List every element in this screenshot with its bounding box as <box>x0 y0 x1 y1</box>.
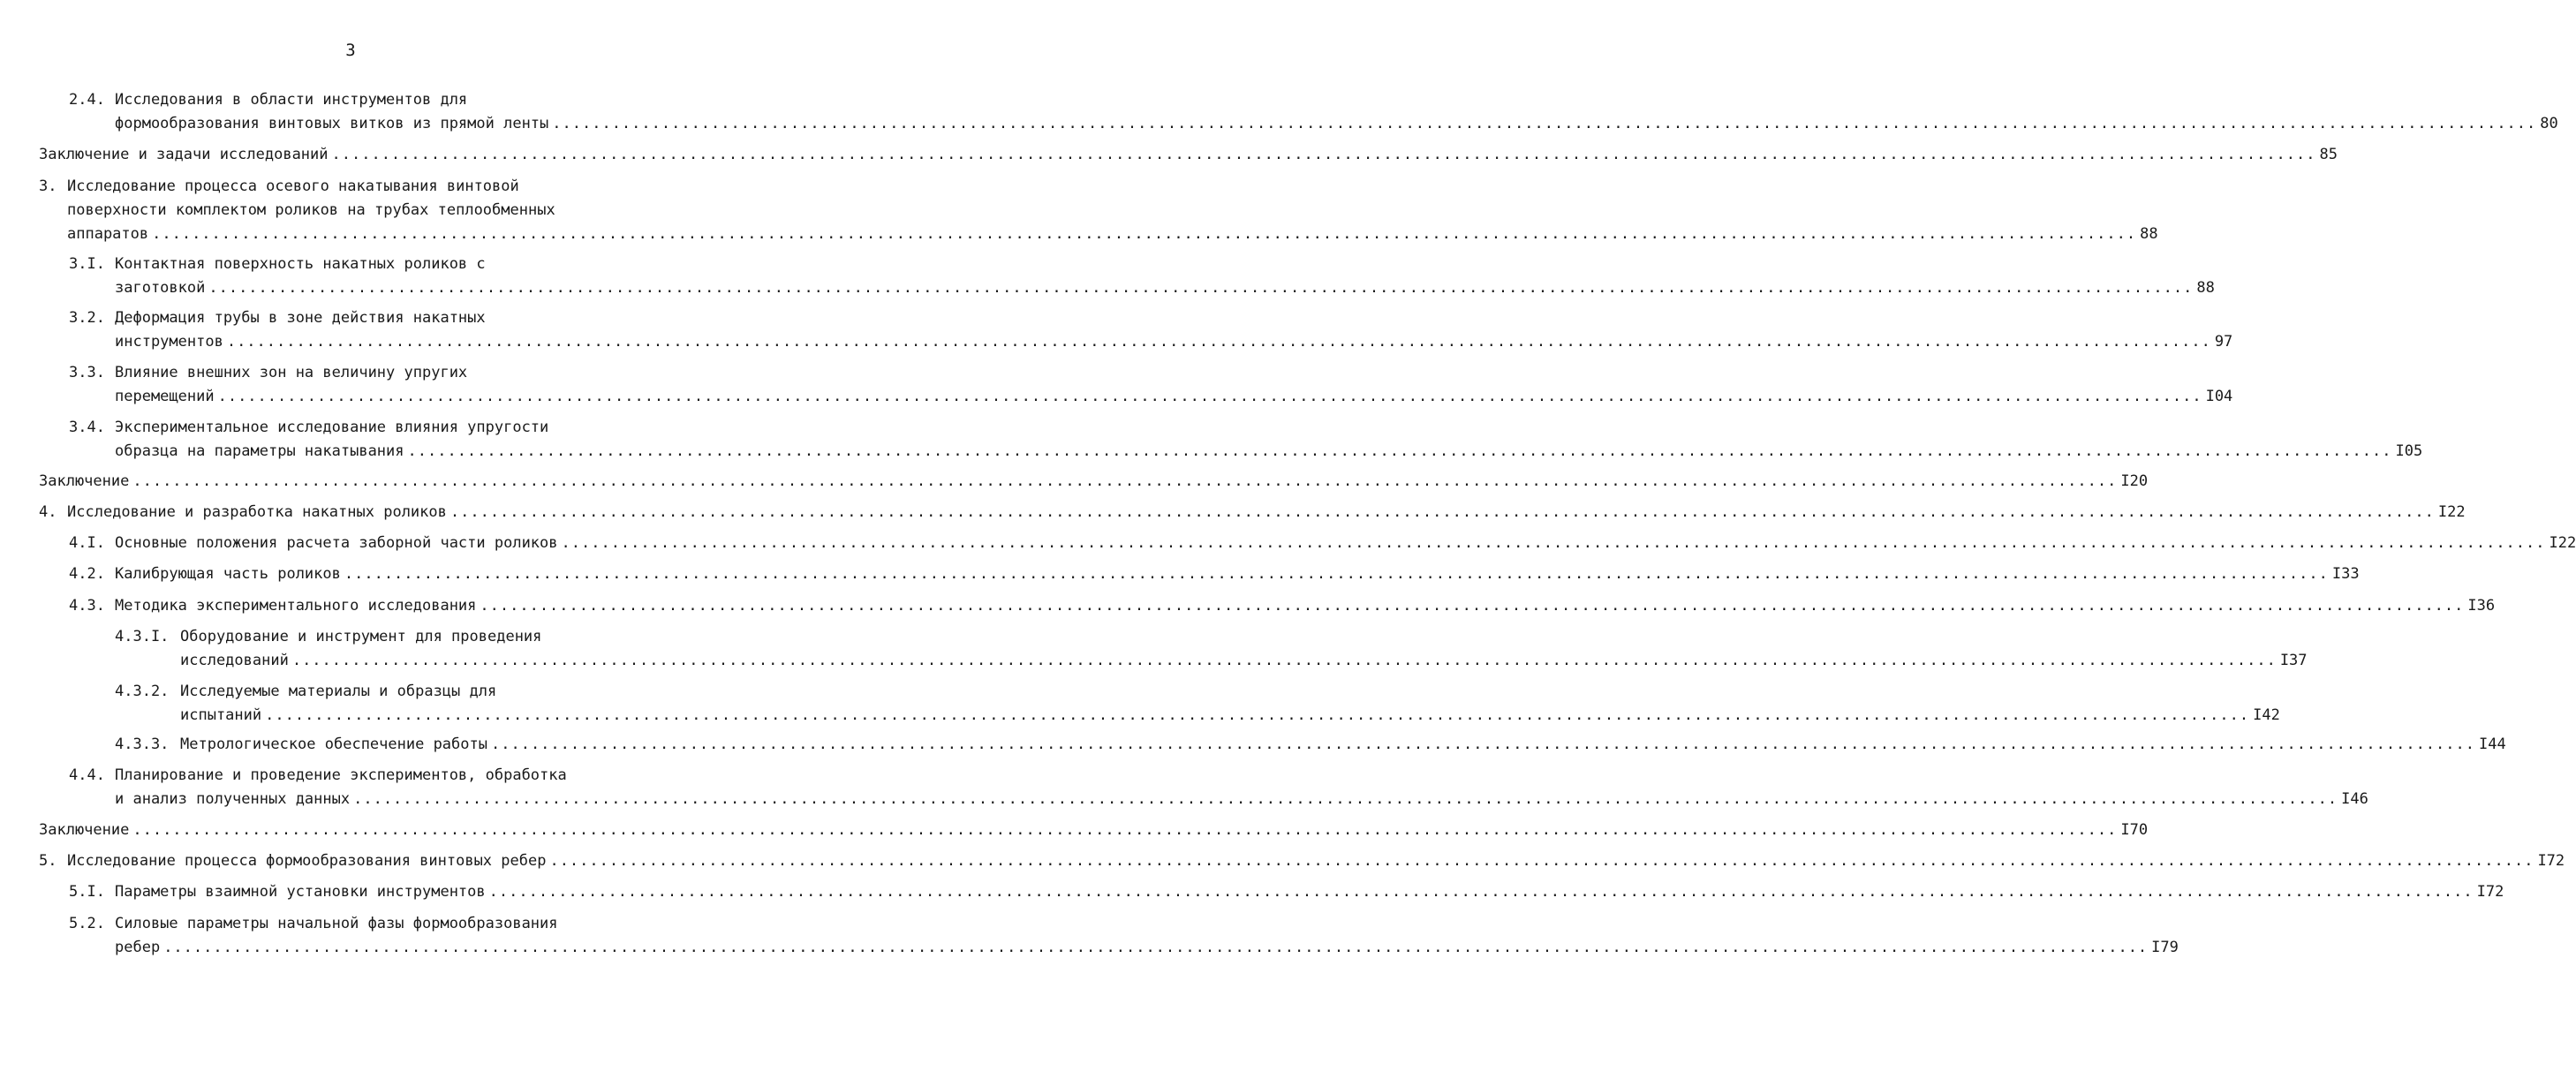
dot-leader: ........................................................................................................................................................................................................ <box>480 597 2465 615</box>
toc-entry-page: I04 <box>2205 388 2233 405</box>
toc-entry-number: 3. <box>39 177 57 195</box>
toc-entry <box>67 502 2466 523</box>
toc-entry-page: I79 <box>2151 939 2179 956</box>
toc-entry-title: Исследования в области инструментов для <box>115 91 468 109</box>
toc-entry-number: 4.3. <box>69 597 105 615</box>
toc-entry-title: образца на параметры накатывания <box>115 442 404 460</box>
toc-entry-title: исследований <box>180 652 289 669</box>
toc-entry <box>180 734 2506 755</box>
toc-entry <box>39 819 2149 841</box>
toc-entry-title: Исследование процесса осевого накатывания винтовой <box>67 177 519 195</box>
dot-leader: ........................................................................................................................................................................................................ <box>344 565 2329 583</box>
dot-leader: ........................................................................................................................................................................................................ <box>491 736 2475 753</box>
toc-entry-title: Калибрующая часть роликов <box>115 565 341 583</box>
dot-leader: ........................................................................................................................................................................................................ <box>561 534 2546 552</box>
toc-entry-number: 5.2. <box>69 915 105 932</box>
toc-entry-page: I42 <box>2253 706 2280 724</box>
dot-leader: ........................................................................................................................................................................................................ <box>132 821 2118 839</box>
toc-entry <box>115 386 2233 407</box>
toc-entry-page: I22 <box>2437 503 2466 521</box>
toc-entry-title: ребер <box>115 939 161 956</box>
toc-entry-page: 88 <box>2196 279 2215 297</box>
toc-entry-number: 4. <box>39 503 57 521</box>
toc-entry-title: заготовкой <box>115 279 206 297</box>
toc-entry-title: Заключение <box>39 472 130 490</box>
toc-entry-page: I36 <box>2467 597 2496 615</box>
toc-entry <box>115 331 2233 352</box>
dot-leader: ........................................................................................................................................................................................................ <box>291 652 2277 669</box>
dot-leader: ........................................................................................................................................................................................................ <box>132 472 2118 490</box>
toc-entry-title: Заключение <box>39 821 130 839</box>
toc-entry <box>180 650 2308 671</box>
toc-entry-number: 4.I. <box>69 534 105 552</box>
toc-entry-title: формообразования винтовых витков из прямой ленты <box>115 115 549 132</box>
toc-entry-number: 4.3.I. <box>115 628 170 645</box>
toc-entry-page: 80 <box>2540 115 2558 132</box>
toc-entry-title: инструментов <box>115 333 223 351</box>
dot-leader: ........................................................................................................................................................................................................ <box>353 790 2338 808</box>
toc-entry-page: I20 <box>2120 472 2149 490</box>
toc-entry-number: 3.I. <box>69 255 105 273</box>
toc-entry-page: I33 <box>2331 565 2360 583</box>
toc-entry-title: Силовые параметры начальной фазы формообразования <box>115 915 558 932</box>
dot-leader: ........................................................................................................................................................................................................ <box>208 279 2194 297</box>
dot-leader: ........................................................................................................................................................................................................ <box>152 225 2137 243</box>
toc-entry-page: I05 <box>2395 442 2423 460</box>
toc-entry <box>115 277 2215 298</box>
toc-entry-page: I46 <box>2341 790 2368 808</box>
toc-entry-number: 4.2. <box>69 565 105 583</box>
toc-entry-page: I70 <box>2120 821 2149 839</box>
toc-entry-title: Оборудование и инструмент для проведения <box>180 628 542 645</box>
toc-entry-number: 3.2. <box>69 309 105 327</box>
toc-entry <box>115 113 2558 134</box>
toc-entry-page: 85 <box>2319 146 2338 163</box>
dot-leader: ........................................................................................................................................................................................................ <box>549 852 2534 870</box>
toc-entry-number: 3.3. <box>69 364 105 381</box>
toc-entry-title: Влияние внешних зон на величину упругих <box>115 364 468 381</box>
toc-entry-page: I72 <box>2537 852 2565 870</box>
toc-entry-number: 5.I. <box>69 883 105 901</box>
toc-entry <box>115 595 2496 616</box>
dot-leader: ........................................................................................................................................................................................................ <box>552 115 2537 132</box>
dot-leader: ........................................................................................................................................................................................................ <box>226 333 2211 351</box>
toc-entry-number: 4.4. <box>69 766 105 784</box>
toc-entry <box>67 850 2565 872</box>
toc-entry-title: Методика экспериментального исследования <box>115 597 477 615</box>
page-number: 3 <box>345 41 356 60</box>
toc-entry-title: Планирование и проведение экспериментов, обработка <box>115 766 567 784</box>
toc-entry <box>180 705 2280 726</box>
toc-entry <box>67 223 2158 245</box>
dot-leader: ........................................................................................................................................................................................................ <box>488 883 2474 901</box>
dot-leader: ........................................................................................................................................................................................................ <box>163 939 2149 956</box>
dot-leader: ........................................................................................................................................................................................................ <box>407 442 2392 460</box>
toc-entry <box>115 532 2576 554</box>
toc-entry-title: Параметры взаимной установки инструментов <box>115 883 486 901</box>
toc-entry-number: 2.4. <box>69 91 105 109</box>
toc-entry-number: 3.4. <box>69 419 105 436</box>
toc-entry-title: Основные положения расчета заборной части роликов <box>115 534 558 552</box>
toc-entry-title: Заключение и задачи исследований <box>39 146 329 163</box>
toc-entry-title: Контактная поверхность накатных роликов с <box>115 255 486 273</box>
toc-entry-page: I44 <box>2478 736 2506 753</box>
toc-entry-page: I72 <box>2476 883 2504 901</box>
toc-entry <box>115 788 2368 810</box>
dot-leader: ........................................................................................................................................................................................................ <box>331 146 2316 163</box>
toc-entry-title: испытаний <box>180 706 262 724</box>
toc-entry-title: аппаратов <box>67 225 149 243</box>
toc-entry-page: I22 <box>2549 534 2576 552</box>
toc-entry <box>115 441 2423 462</box>
toc-entry-page: 97 <box>2214 333 2233 351</box>
toc-entry-title: и анализ полученных данных <box>115 790 351 808</box>
toc-entry <box>115 563 2360 585</box>
toc-entry-title: Исследуемые материалы и образцы для <box>180 683 497 700</box>
dot-leader: ........................................................................................................................................................................................................ <box>265 706 2250 724</box>
toc-entry-page: 88 <box>2140 225 2158 243</box>
toc-entry-title: Метрологическое обеспечение работы <box>180 736 487 753</box>
toc-entry <box>115 881 2504 902</box>
toc-entry-number: 4.3.3. <box>115 736 170 753</box>
toc-entry <box>39 471 2149 492</box>
toc-entry-number: 4.3.2. <box>115 683 170 700</box>
dot-leader: ........................................................................................................................................................................................................ <box>217 388 2202 405</box>
toc-entry-title: Исследование процесса формообразования винтовых ребер <box>67 852 547 870</box>
toc-entry-page: I37 <box>2279 652 2308 669</box>
toc-entry-title: Экспериментальное исследование влияния упругости <box>115 419 549 436</box>
toc-entry-number: 5. <box>39 852 57 870</box>
toc-entry-title: перемещений <box>115 388 215 405</box>
toc-entry-title: Деформация трубы в зоне действия накатных <box>115 309 486 327</box>
dot-leader: ........................................................................................................................................................................................................ <box>449 503 2435 521</box>
toc-entry <box>115 937 2179 958</box>
toc-entry <box>39 144 2338 165</box>
toc-entry-title: поверхности комплектом роликов на трубах теплообменных <box>67 201 555 219</box>
toc-entry-title: Исследование и разработка накатных роликов <box>67 503 447 521</box>
